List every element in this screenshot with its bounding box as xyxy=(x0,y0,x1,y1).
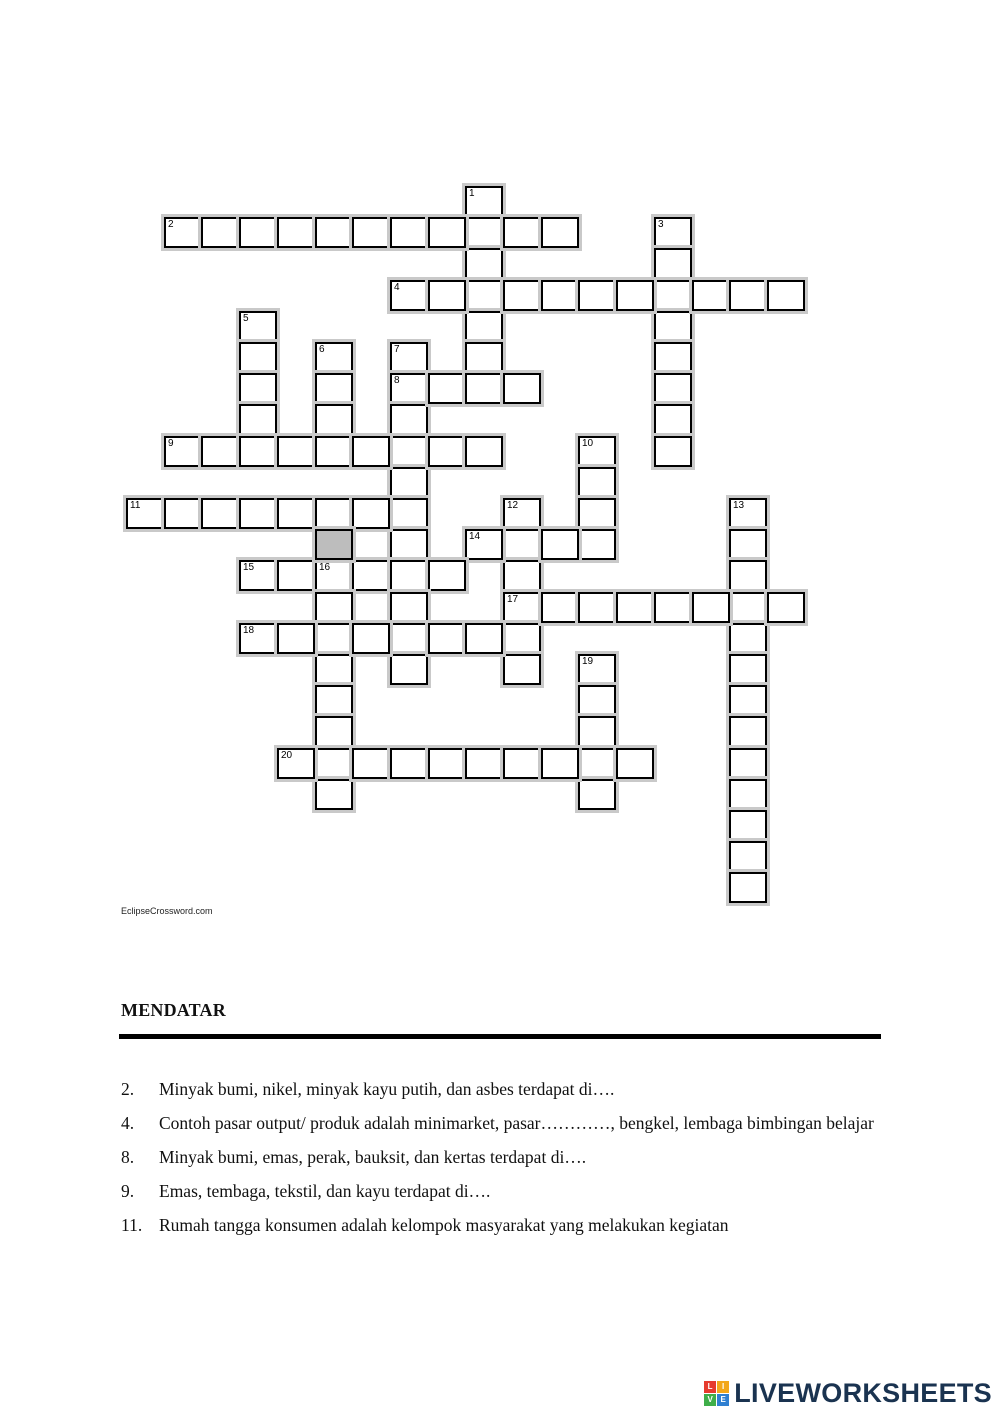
clue-number-label: 13 xyxy=(733,500,745,511)
crossword-cell[interactable] xyxy=(352,748,390,779)
crossword-cell[interactable] xyxy=(767,592,805,623)
crossword-cell[interactable] xyxy=(692,592,730,623)
crossword-cell[interactable] xyxy=(541,217,579,248)
liveworksheets-logo[interactable] xyxy=(704,1378,992,1409)
crossword-cell[interactable] xyxy=(578,529,616,560)
crossword-cell[interactable] xyxy=(729,280,767,311)
crossword-cell[interactable] xyxy=(729,592,767,623)
crossword-cell[interactable] xyxy=(277,436,315,467)
crossword-cell[interactable] xyxy=(578,592,616,623)
clue-number: 4. xyxy=(121,1113,135,1133)
clue-number-label: 16 xyxy=(319,562,331,573)
clue-list xyxy=(121,1072,878,1242)
section-title: MENDATAR xyxy=(121,1000,226,1020)
crossword-cell[interactable] xyxy=(654,404,692,435)
crossword-cell[interactable] xyxy=(239,498,277,529)
crossword-cell[interactable] xyxy=(428,280,466,311)
crossword-cell[interactable] xyxy=(428,217,466,248)
crossword-cell[interactable] xyxy=(390,498,428,529)
crossword-cell[interactable] xyxy=(352,217,390,248)
clue-number-label: 8 xyxy=(394,375,400,386)
crossword-cell[interactable] xyxy=(541,592,579,623)
crossword-cell[interactable] xyxy=(352,623,390,654)
clue-number-label: 19 xyxy=(582,656,594,667)
crossword-cell[interactable] xyxy=(465,311,503,342)
crossword-cell[interactable] xyxy=(578,498,616,529)
crossword-cell[interactable] xyxy=(315,342,353,373)
crossword-cell[interactable] xyxy=(277,623,315,654)
crossword-cell[interactable] xyxy=(616,748,654,779)
crossword-blocked-cell xyxy=(315,529,353,560)
crossword-cell[interactable] xyxy=(390,467,428,498)
crossword-cell[interactable] xyxy=(729,716,767,747)
clue-number-label: 18 xyxy=(243,625,255,636)
crossword-cell[interactable] xyxy=(390,404,428,435)
crossword-cell[interactable] xyxy=(390,529,428,560)
crossword-cell[interactable] xyxy=(465,623,503,654)
logo-icon xyxy=(704,1381,730,1407)
crossword-cell[interactable] xyxy=(315,623,353,654)
crossword-cell[interactable] xyxy=(390,373,428,404)
crossword-cell[interactable] xyxy=(465,373,503,404)
crossword-cell[interactable] xyxy=(465,436,503,467)
brand-text: LIVEWORKSHEETS xyxy=(734,1378,992,1408)
clue-number-label: 6 xyxy=(319,344,325,355)
crossword-cell[interactable] xyxy=(201,436,239,467)
crossword-cell[interactable] xyxy=(390,436,428,467)
clue-number-label: 15 xyxy=(243,562,255,573)
crossword-cell[interactable] xyxy=(428,623,466,654)
clue-number-label: 14 xyxy=(469,531,481,542)
crossword-cell[interactable] xyxy=(164,436,202,467)
crossword-cell[interactable] xyxy=(239,373,277,404)
crossword-cell[interactable] xyxy=(428,560,466,591)
crossword-cell[interactable] xyxy=(315,217,353,248)
crossword-cell[interactable] xyxy=(277,217,315,248)
crossword-cell[interactable] xyxy=(578,467,616,498)
crossword-cell[interactable] xyxy=(578,685,616,716)
crossword-cell[interactable] xyxy=(503,592,541,623)
credit-text: EclipseCrossword.com xyxy=(121,906,213,916)
crossword-cell[interactable] xyxy=(578,654,616,685)
crossword-cell[interactable] xyxy=(503,529,541,560)
crossword-cell[interactable] xyxy=(503,280,541,311)
clue-number-label: 11 xyxy=(130,500,141,511)
crossword-cell[interactable] xyxy=(692,280,730,311)
crossword-cell[interactable] xyxy=(503,623,541,654)
crossword-cell[interactable] xyxy=(315,498,353,529)
crossword-cell[interactable] xyxy=(465,280,503,311)
crossword-cell[interactable] xyxy=(239,217,277,248)
crossword-cell[interactable] xyxy=(616,280,654,311)
crossword-cell[interactable] xyxy=(654,248,692,279)
crossword-cell[interactable] xyxy=(729,748,767,779)
crossword-cell[interactable] xyxy=(239,623,277,654)
crossword-cell[interactable] xyxy=(164,498,202,529)
crossword-cell[interactable] xyxy=(729,560,767,591)
crossword-cell[interactable] xyxy=(201,498,239,529)
crossword-cell[interactable] xyxy=(390,654,428,685)
crossword-cell[interactable] xyxy=(654,217,692,248)
crossword-cell[interactable] xyxy=(578,280,616,311)
crossword-cell[interactable] xyxy=(654,436,692,467)
crossword-cell[interactable] xyxy=(654,342,692,373)
crossword-cell[interactable] xyxy=(503,748,541,779)
crossword-cell[interactable] xyxy=(239,342,277,373)
logo-letter: L xyxy=(704,1381,716,1393)
crossword-cell[interactable] xyxy=(164,217,202,248)
logo-letter: V xyxy=(704,1394,716,1406)
crossword-cell[interactable] xyxy=(503,560,541,591)
crossword-cell[interactable] xyxy=(315,436,353,467)
crossword-cell[interactable] xyxy=(729,623,767,654)
clue-item xyxy=(121,1072,878,1106)
crossword-cell[interactable] xyxy=(352,560,390,591)
crossword-cell[interactable] xyxy=(465,529,503,560)
crossword-cell[interactable] xyxy=(503,498,541,529)
crossword-cell[interactable] xyxy=(578,748,616,779)
crossword-cell[interactable] xyxy=(390,342,428,373)
crossword-cell[interactable] xyxy=(465,248,503,279)
crossword-cell[interactable] xyxy=(729,779,767,810)
crossword-cell[interactable] xyxy=(654,280,692,311)
clue-number-label: 20 xyxy=(281,750,293,761)
clue-number-label: 2 xyxy=(168,219,174,230)
crossword-cell[interactable] xyxy=(239,560,277,591)
crossword-cell[interactable] xyxy=(541,748,579,779)
crossword-cell[interactable] xyxy=(315,592,353,623)
crossword-cell[interactable] xyxy=(654,311,692,342)
crossword-cell[interactable] xyxy=(201,217,239,248)
crossword-cell[interactable] xyxy=(654,592,692,623)
crossword-cell[interactable] xyxy=(578,436,616,467)
clue-number-label: 1 xyxy=(469,188,475,199)
clue-number-label: 7 xyxy=(394,344,400,355)
clue-text: Emas, tembaga, tekstil, dan kayu terdapat di…. xyxy=(159,1181,491,1201)
crossword-cell[interactable] xyxy=(541,280,579,311)
crossword-cell[interactable] xyxy=(465,186,503,217)
logo-letter: I xyxy=(717,1381,729,1393)
clue-item xyxy=(121,1174,878,1208)
crossword-cell[interactable] xyxy=(315,373,353,404)
clue-number-label: 5 xyxy=(243,313,249,324)
clue-number-label: 12 xyxy=(507,500,519,511)
clue-number: 8. xyxy=(121,1147,135,1167)
crossword-cell[interactable] xyxy=(239,311,277,342)
crossword-cell[interactable] xyxy=(503,654,541,685)
crossword-cell[interactable] xyxy=(352,498,390,529)
crossword-cell[interactable] xyxy=(126,498,164,529)
clue-number-label: 10 xyxy=(582,438,594,449)
clue-number: 11. xyxy=(121,1215,143,1235)
crossword-cell[interactable] xyxy=(729,810,767,841)
crossword-cell[interactable] xyxy=(729,529,767,560)
clue-text: Minyak bumi, nikel, minyak kayu putih, dan asbes terdapat di…. xyxy=(159,1079,615,1099)
clue-number: 9. xyxy=(121,1181,135,1201)
crossword-cell[interactable] xyxy=(654,373,692,404)
clue-number: 2. xyxy=(121,1079,135,1099)
crossword-cell[interactable] xyxy=(541,529,579,560)
crossword-cell[interactable] xyxy=(729,498,767,529)
crossword-cell[interactable] xyxy=(729,872,767,903)
clue-number-label: 4 xyxy=(394,282,400,293)
crossword-cell[interactable] xyxy=(315,748,353,779)
crossword-cell[interactable] xyxy=(428,436,466,467)
logo-letter: E xyxy=(717,1394,729,1406)
crossword-cell[interactable] xyxy=(315,654,353,685)
crossword-cell[interactable] xyxy=(277,748,315,779)
crossword-cell[interactable] xyxy=(390,217,428,248)
crossword-cell[interactable] xyxy=(390,623,428,654)
crossword-cell[interactable] xyxy=(315,716,353,747)
crossword-cell[interactable] xyxy=(239,404,277,435)
clue-text: Contoh pasar output/ produk adalah minimarket, pasar…………, bengkel, lembaga bimbingan belajar xyxy=(159,1113,874,1133)
clue-number-label: 17 xyxy=(507,594,519,605)
crossword-cell[interactable] xyxy=(729,841,767,872)
crossword-cell[interactable] xyxy=(616,592,654,623)
clue-item xyxy=(121,1140,878,1174)
crossword-cell[interactable] xyxy=(465,342,503,373)
crossword-cell[interactable] xyxy=(390,592,428,623)
crossword-cell[interactable] xyxy=(767,280,805,311)
crossword-cell[interactable] xyxy=(465,748,503,779)
divider xyxy=(119,1034,881,1039)
crossword-cell[interactable] xyxy=(465,217,503,248)
crossword-cell[interactable] xyxy=(239,436,277,467)
crossword-cell[interactable] xyxy=(277,498,315,529)
crossword-cell[interactable] xyxy=(390,280,428,311)
clue-item xyxy=(121,1208,878,1242)
crossword-cell[interactable] xyxy=(352,436,390,467)
clue-text: Rumah tangga konsumen adalah kelompok masyarakat yang melakukan kegiatan xyxy=(159,1215,729,1235)
clue-item xyxy=(121,1106,878,1140)
clue-text: Minyak bumi, emas, perak, bauksit, dan kertas terdapat di…. xyxy=(159,1147,587,1167)
clue-number-label: 3 xyxy=(658,219,664,230)
crossword-cell[interactable] xyxy=(729,685,767,716)
crossword-cell[interactable] xyxy=(428,748,466,779)
crossword-cell[interactable] xyxy=(578,716,616,747)
crossword-cell[interactable] xyxy=(390,560,428,591)
crossword-cell[interactable] xyxy=(503,217,541,248)
crossword-cell[interactable] xyxy=(428,373,466,404)
crossword-cell[interactable] xyxy=(390,748,428,779)
crossword-cell[interactable] xyxy=(315,685,353,716)
crossword-cell[interactable] xyxy=(315,779,353,810)
crossword-cell[interactable] xyxy=(729,654,767,685)
crossword-cell[interactable] xyxy=(277,560,315,591)
crossword-cell[interactable] xyxy=(578,779,616,810)
crossword-cell[interactable] xyxy=(315,560,353,591)
clue-number-label: 9 xyxy=(168,438,174,449)
crossword-cell[interactable] xyxy=(315,404,353,435)
crossword-cell[interactable] xyxy=(503,373,541,404)
